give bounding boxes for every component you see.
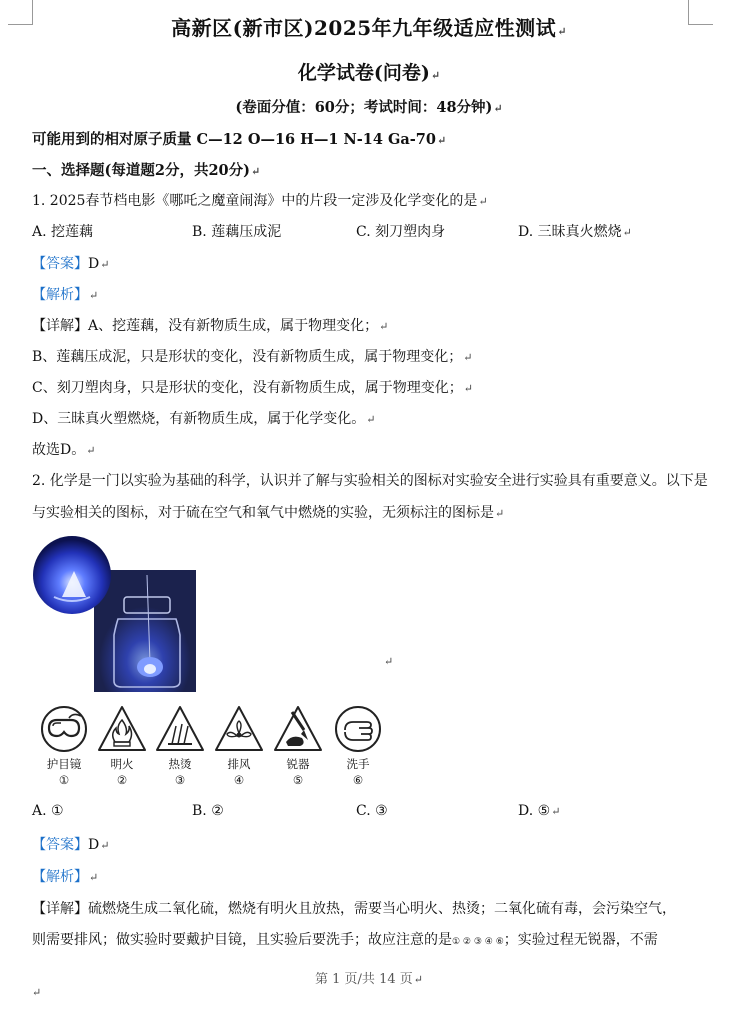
q2-option-c: C. ③ [356,803,388,819]
icon-number: ② [116,773,128,787]
sulfur-burning-photo [32,535,202,695]
icon-label: 热烫 [168,757,192,771]
wash-hands-icon [333,704,383,754]
icon-cell-sharp [272,704,324,787]
q2-stem-line2: 与实验相关的图标，对于硫在空气和氧气中燃烧的实验，无须标注的图标是↵ [32,505,505,521]
q1-option-d: D. 三昧真火燃烧↵ [518,224,632,240]
q1-answer: 【答案】D↵ [32,256,110,272]
icon-cell-hot [154,704,206,787]
q1-option-b: B. 莲藕压成泥 [192,224,282,240]
image-paragraph-mark: ↵ [384,655,394,668]
q2-option-a: A. ① [32,803,64,819]
icon-cell-fan [213,704,265,787]
icon-label: 护目镜 [46,757,82,771]
exam-subject: 化学试卷(问卷)↵ [297,62,441,84]
q2-detail-line2: 则需要排风；做实验时要戴护目镜，且实验后要洗手；故应注意的是① ② ③ ④ ⑥；实验过程无锐器，不需 [32,932,658,948]
icon-cell-goggles [38,704,90,787]
icon-label: 明火 [110,757,134,771]
q1-detail-a: 【详解】A、挖莲藕，没有新物质生成，属于物理变化；↵ [32,318,389,334]
q2-option-b: B. ② [192,803,224,819]
q1-detail-c: C、刻刀塑肉身，只是形状的变化，没有新物质生成，属于物理变化；↵ [32,380,473,396]
goggles-icon [39,704,89,754]
end-paragraph-mark: ↵ [32,986,42,999]
icon-number: ⑥ [352,773,364,787]
icon-label: 锐器 [286,757,310,771]
exam-title: 高新区(新市区)2025年九年级适应性测试↵ [171,16,567,40]
q2-option-d: D. ⑤↵ [518,803,561,819]
q1-detail-d: D、三昧真火塑燃烧，有新物质生成，属于化学变化。↵ [32,411,376,427]
q1-option-a: A. 挖莲藕 [32,224,94,240]
q2-stem-line1: 2. 化学是一门以实验为基础的科学，认识并了解与实验相关的图标对实验安全进行实验具有重要意义。以下是 [32,473,708,489]
q2-analysis-label: 【解析】↵ [32,869,99,885]
icon-number: ① [58,773,70,787]
q1-analysis-label: 【解析】↵ [32,287,99,303]
exhaust-fan-icon [213,704,265,754]
safety-icon-row [38,704,388,794]
sharp-object-icon [272,704,324,754]
page-footer: 第 1 页/共 14 页↵ [315,972,423,987]
icon-number: ⑤ [292,773,304,787]
hot-surface-icon [154,704,206,754]
icon-number: ③ [174,773,186,787]
open-flame-icon [96,704,148,754]
q2-answer: 【答案】D↵ [32,837,110,853]
q1-stem: 1. 2025春节档电影《哪吒之魔童闹海》中的片段一定涉及化学变化的是↵ [32,193,488,209]
icon-cell-flame [96,704,148,787]
q1-conclusion: 故选D。↵ [32,442,96,458]
q1-detail-b: B、莲藕压成泥，只是形状的变化，没有新物质生成，属于物理变化；↵ [32,349,473,365]
icon-cell-wash [332,704,384,787]
q1-option-c: C. 刻刀塑肉身 [356,224,446,240]
exam-info: (卷面分值：60分；考试时间：48分钟)↵ [235,99,503,116]
q2-detail-line1: 【详解】硫燃烧生成二氧化硫，燃烧有明火且放热，需要当心明火、热烫；二氧化硫有毒，会污染空气， [32,901,676,917]
icon-label: 洗手 [346,757,370,771]
section-heading: 一、选择题(每道题2分，共20分)↵ [32,162,261,179]
atomic-mass-line: 可能用到的相对原子质量 C—12 O—16 H—1 N-14 Ga-70↵ [32,131,447,148]
icon-label: 排风 [227,757,251,771]
icon-number: ④ [233,773,245,787]
